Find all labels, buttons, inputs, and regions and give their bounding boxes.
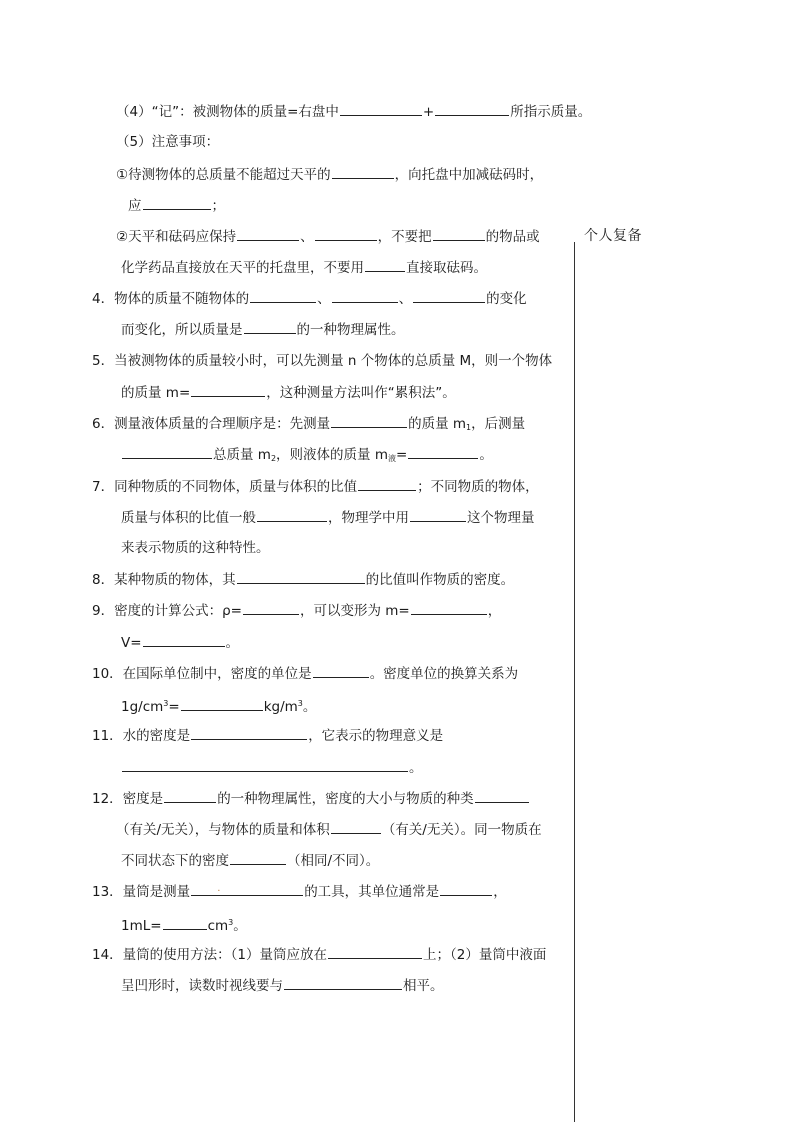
- blank-field[interactable]: [191, 383, 265, 397]
- q12: 12．密度是 的一种物理属性，密度的大小与物质的种类: [92, 789, 530, 808]
- side-label: 个人复备: [584, 228, 642, 244]
- blank-field[interactable]: [243, 601, 299, 615]
- blank-field[interactable]: [365, 258, 405, 272]
- blank-field[interactable]: [440, 882, 492, 896]
- blank-field[interactable]: [315, 227, 377, 241]
- blank-field[interactable]: [122, 445, 212, 459]
- q7c: 来表示物质的这种特性。: [121, 540, 270, 556]
- blank-field[interactable]: [340, 102, 422, 116]
- q7b: 质量与体积的比值一般 ，物理学中用 这个物理量: [121, 510, 535, 526]
- q13: 13．量筒是测量 . 的工具，其单位通常是 ，: [92, 883, 507, 900]
- blank-field[interactable]: [181, 697, 263, 711]
- q10: 10．在国际单位制中，密度的单位是 。密度单位的换算关系为: [92, 666, 519, 682]
- blank-field[interactable]: [411, 601, 487, 615]
- blank-field[interactable]: [332, 289, 398, 303]
- item-4-record: （4）“记”：被测物体的质量=右盘中 + 所指示质量。: [116, 104, 592, 120]
- q13b: $1mL= cm^3$。: [121, 918, 247, 934]
- blank-field[interactable]: [191, 726, 307, 740]
- blank-field[interactable]: [284, 976, 402, 990]
- blank-field[interactable]: [257, 508, 327, 522]
- q4: 4．物体的质量不随物体的 、 、 的变化: [92, 291, 527, 307]
- item-5-title: （5）注意事项：: [116, 134, 220, 150]
- blank-field[interactable]: [122, 758, 408, 772]
- q11b: 。: [121, 758, 423, 777]
- q7: 7．同种物质的不同物体，质量与体积的比值 ；不同物质的物体，: [92, 479, 539, 495]
- q5b: 的质量 m= ，这种测量方法叫作“累积法”。: [121, 385, 456, 401]
- blank-field[interactable]: [475, 789, 529, 803]
- blank-field[interactable]: [164, 789, 216, 803]
- blank-field[interactable]: [244, 320, 296, 334]
- blank-field[interactable]: [237, 227, 299, 241]
- q6b: 总质量 $m_2$，则液体的质量 $m_液=$ 。: [121, 445, 493, 468]
- blank-field[interactable]: [331, 820, 381, 834]
- q14b: 呈凹形时，读数时视线要与 相平。: [121, 978, 444, 994]
- blank-field[interactable]: .: [191, 882, 303, 896]
- blank-field[interactable]: [250, 289, 316, 303]
- blank-field[interactable]: [237, 570, 365, 584]
- item-5-1b: 应 ；: [128, 198, 225, 214]
- q8: 8．某种物质的物体，其 的比值叫作物质的密度。: [92, 572, 515, 588]
- q5: 5．当被测物体的质量较小时，可以先测量 n 个物体的总质量 M，则一个物体: [92, 353, 553, 369]
- item-5-2: ②天平和砝码应保持 、 ，不要把 的物品或: [116, 229, 540, 245]
- q9b: V= 。: [121, 635, 240, 651]
- blank-field[interactable]: [328, 945, 422, 959]
- item-5-1: ①待测物体的总质量不能超过天平的 ，向托盘中加减砝码时，: [116, 167, 544, 183]
- q12b: （有关/无关），与物体的质量和体积 （有关/无关）。同一物质在: [116, 822, 542, 838]
- blank-field[interactable]: [435, 102, 509, 116]
- blank-field[interactable]: [331, 414, 407, 428]
- q10b: $1g/cm^3= kg/m^3$。: [121, 699, 317, 715]
- blank-field[interactable]: [413, 289, 485, 303]
- side-divider: [574, 242, 575, 1122]
- q14: 14．量筒的使用方法：（1）量筒应放在 上；（2）量筒中液面: [92, 947, 547, 963]
- blank-field[interactable]: [408, 445, 478, 459]
- blank-field[interactable]: [410, 508, 466, 522]
- q9: 9．密度的计算公式：ρ= ，可以变形为 m= ，: [92, 603, 502, 619]
- blank-field[interactable]: [433, 227, 485, 241]
- blank-field[interactable]: [143, 633, 225, 647]
- blank-field[interactable]: [358, 477, 416, 491]
- blank-field[interactable]: [230, 851, 286, 865]
- blank-field[interactable]: [163, 916, 207, 930]
- blank-field[interactable]: [143, 196, 211, 210]
- q11: 11．水的密度是 ，它表示的物理意义是: [92, 728, 444, 744]
- q6: 6．测量液体质量的合理顺序是：先测量 的质量 $m_1$，后测量: [92, 416, 526, 432]
- blank-field[interactable]: [313, 664, 369, 678]
- q4b: 而变化，所以质量是 的一种物理属性。: [121, 322, 405, 338]
- q12c: 不同状态下的密度 （相同/不同）。: [121, 853, 380, 869]
- blank-field[interactable]: [332, 165, 394, 179]
- item-5-2b: 化学药品直接放在天平的托盘里，不要用 直接取砝码。: [121, 260, 487, 276]
